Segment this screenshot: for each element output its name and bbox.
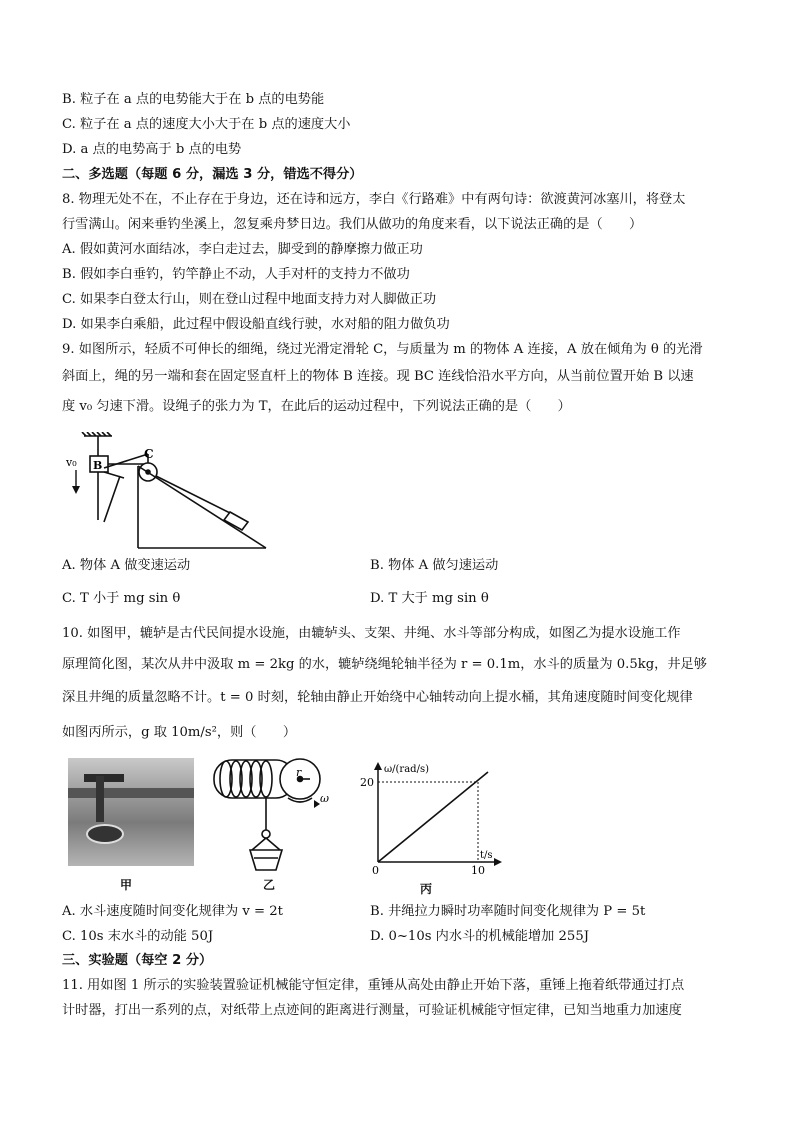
label-r: r <box>296 766 302 779</box>
x-tick-10: 10 <box>471 864 485 877</box>
question-10-stem-3: 深且井绳的质量忽略不计。t = 0 时刻，轮轴由静止开始绕中心轴转动向上提水桶，其角速度随时间变化规律 <box>62 690 693 705</box>
x-axis-label: t/s <box>480 850 493 861</box>
question-9-option-a: A. 物体 A 做变速运动 <box>62 558 191 573</box>
question-9-stem-3: 度 v₀ 匀速下滑。设绳子的张力为 T，在此后的运动过程中，下列说法正确的是（ ） <box>62 399 571 414</box>
label-v0: v₀ <box>66 456 77 469</box>
question-9-option-d: D. T 大于 mg sin θ <box>370 591 489 606</box>
incline <box>138 466 266 548</box>
question-8-option-a: A. 假如黄河水面结冰，李白走过去，脚受到的静摩擦力做正功 <box>62 242 423 257</box>
figure-yi-windlass <box>206 754 336 882</box>
label-c: C <box>144 447 154 461</box>
question-8-stem-1: 8. 物理无处不在，不止存在于身边，还在诗和远方，李白《行路难》中有两句诗：欲渡黄河冰塞川，将登太 <box>62 192 686 207</box>
support-strut <box>104 472 124 478</box>
option-7c: C. 粒子在 a 点的速度大小大于在 b 点的速度大小 <box>62 117 351 132</box>
origin-label: 0 <box>372 864 379 877</box>
caption-yi: 乙 <box>263 878 276 892</box>
question-10-stem-2: 原理简化图，某次从井中汲取 m = 2kg 的水，辘轳绕绳轮轴半径为 r = 0.1m，水斗的质量为 0.5kg，井足够 <box>62 657 707 672</box>
omega-line <box>378 772 488 862</box>
question-10-option-a: A. 水斗速度随时间变化规律为 v = 2t <box>62 904 283 919</box>
figure-jia-photo <box>68 758 194 866</box>
figure-bing-graph <box>356 758 506 878</box>
question-10-option-b: B. 井绳拉力瞬时功率随时间变化规律为 P = 5t <box>370 904 646 919</box>
section-heading-multi-choice: 二、多选题（每题 6 分，漏选 3 分，错选不得分） <box>62 167 363 182</box>
y-tick-20: 20 <box>360 776 374 789</box>
section-heading-experiment: 三、实验题（每空 2 分） <box>62 953 213 968</box>
bucket <box>250 850 282 870</box>
question-8-option-c: C. 如果李白登太行山，则在登山过程中地面支持力对人脚做正功 <box>62 292 437 307</box>
caption-jia: 甲 <box>120 878 133 892</box>
question-11-stem-1: 11. 用如图 1 所示的实验装置验证机械能守恒定律，重锤从高处由静止开始下落，重锤上拖着纸带通过打点 <box>62 978 685 993</box>
question-10-stem-4: 如图丙所示，g 取 10m/s²，则（ ） <box>62 725 297 740</box>
question-8-stem-2: 行雪满山。闲来垂钓坐溪上，忽复乘舟梦日边。我们从做功的角度来看，以下说法正确的是（ ） <box>62 217 643 232</box>
question-10-option-d: D. 0~10s 内水斗的机械能增加 255J <box>370 929 590 944</box>
option-7d: D. a 点的电势高于 b 点的电势 <box>62 142 242 157</box>
y-axis-label: ω/(rad/s) <box>384 764 429 775</box>
question-9-option-b: B. 物体 A 做匀速运动 <box>370 558 499 573</box>
question-10-option-c: C. 10s 末水斗的动能 50J <box>62 929 214 944</box>
caption-bing: 丙 <box>420 882 433 896</box>
question-10-stem-1: 10. 如图甲，辘轳是古代民间提水设施，由辘轳头、支架、井绳、水斗等部分构成，如图乙为提水设施工作 <box>62 626 681 641</box>
question-9-option-c: C. T 小于 mg sin θ <box>62 591 181 606</box>
block-a <box>224 512 248 530</box>
label-omega: ω <box>320 792 329 805</box>
option-7b: B. 粒子在 a 点的电势能大于在 b 点的电势能 <box>62 92 325 107</box>
question-8-option-d: D. 如果李白乘船，此过程中假设船直线行驶，水对船的阻力做负功 <box>62 317 450 332</box>
question-8-option-b: B. 假如李白垂钓，钓竿静止不动，人手对杆的支持力不做功 <box>62 267 410 282</box>
question-11-stem-2: 计时器，打出一系列的点，对纸带上点迹间的距离进行测量，可验证机械能守恒定律，已知当地重力加速度 <box>62 1003 682 1018</box>
question-9-figure <box>64 432 274 554</box>
label-b: B <box>93 459 103 472</box>
question-9-stem-2: 斜面上，绳的另一端和套在固定竖直杆上的物体 B 连接。现 BC 连线恰沿水平方向，从当前位置开始 B 以速 <box>62 369 694 384</box>
question-9-stem-1: 9. 如图所示，轻质不可伸长的细绳，绕过光滑定滑轮 C，与质量为 m 的物体 A 连接，A 放在倾角为 θ 的光滑 <box>62 342 703 357</box>
